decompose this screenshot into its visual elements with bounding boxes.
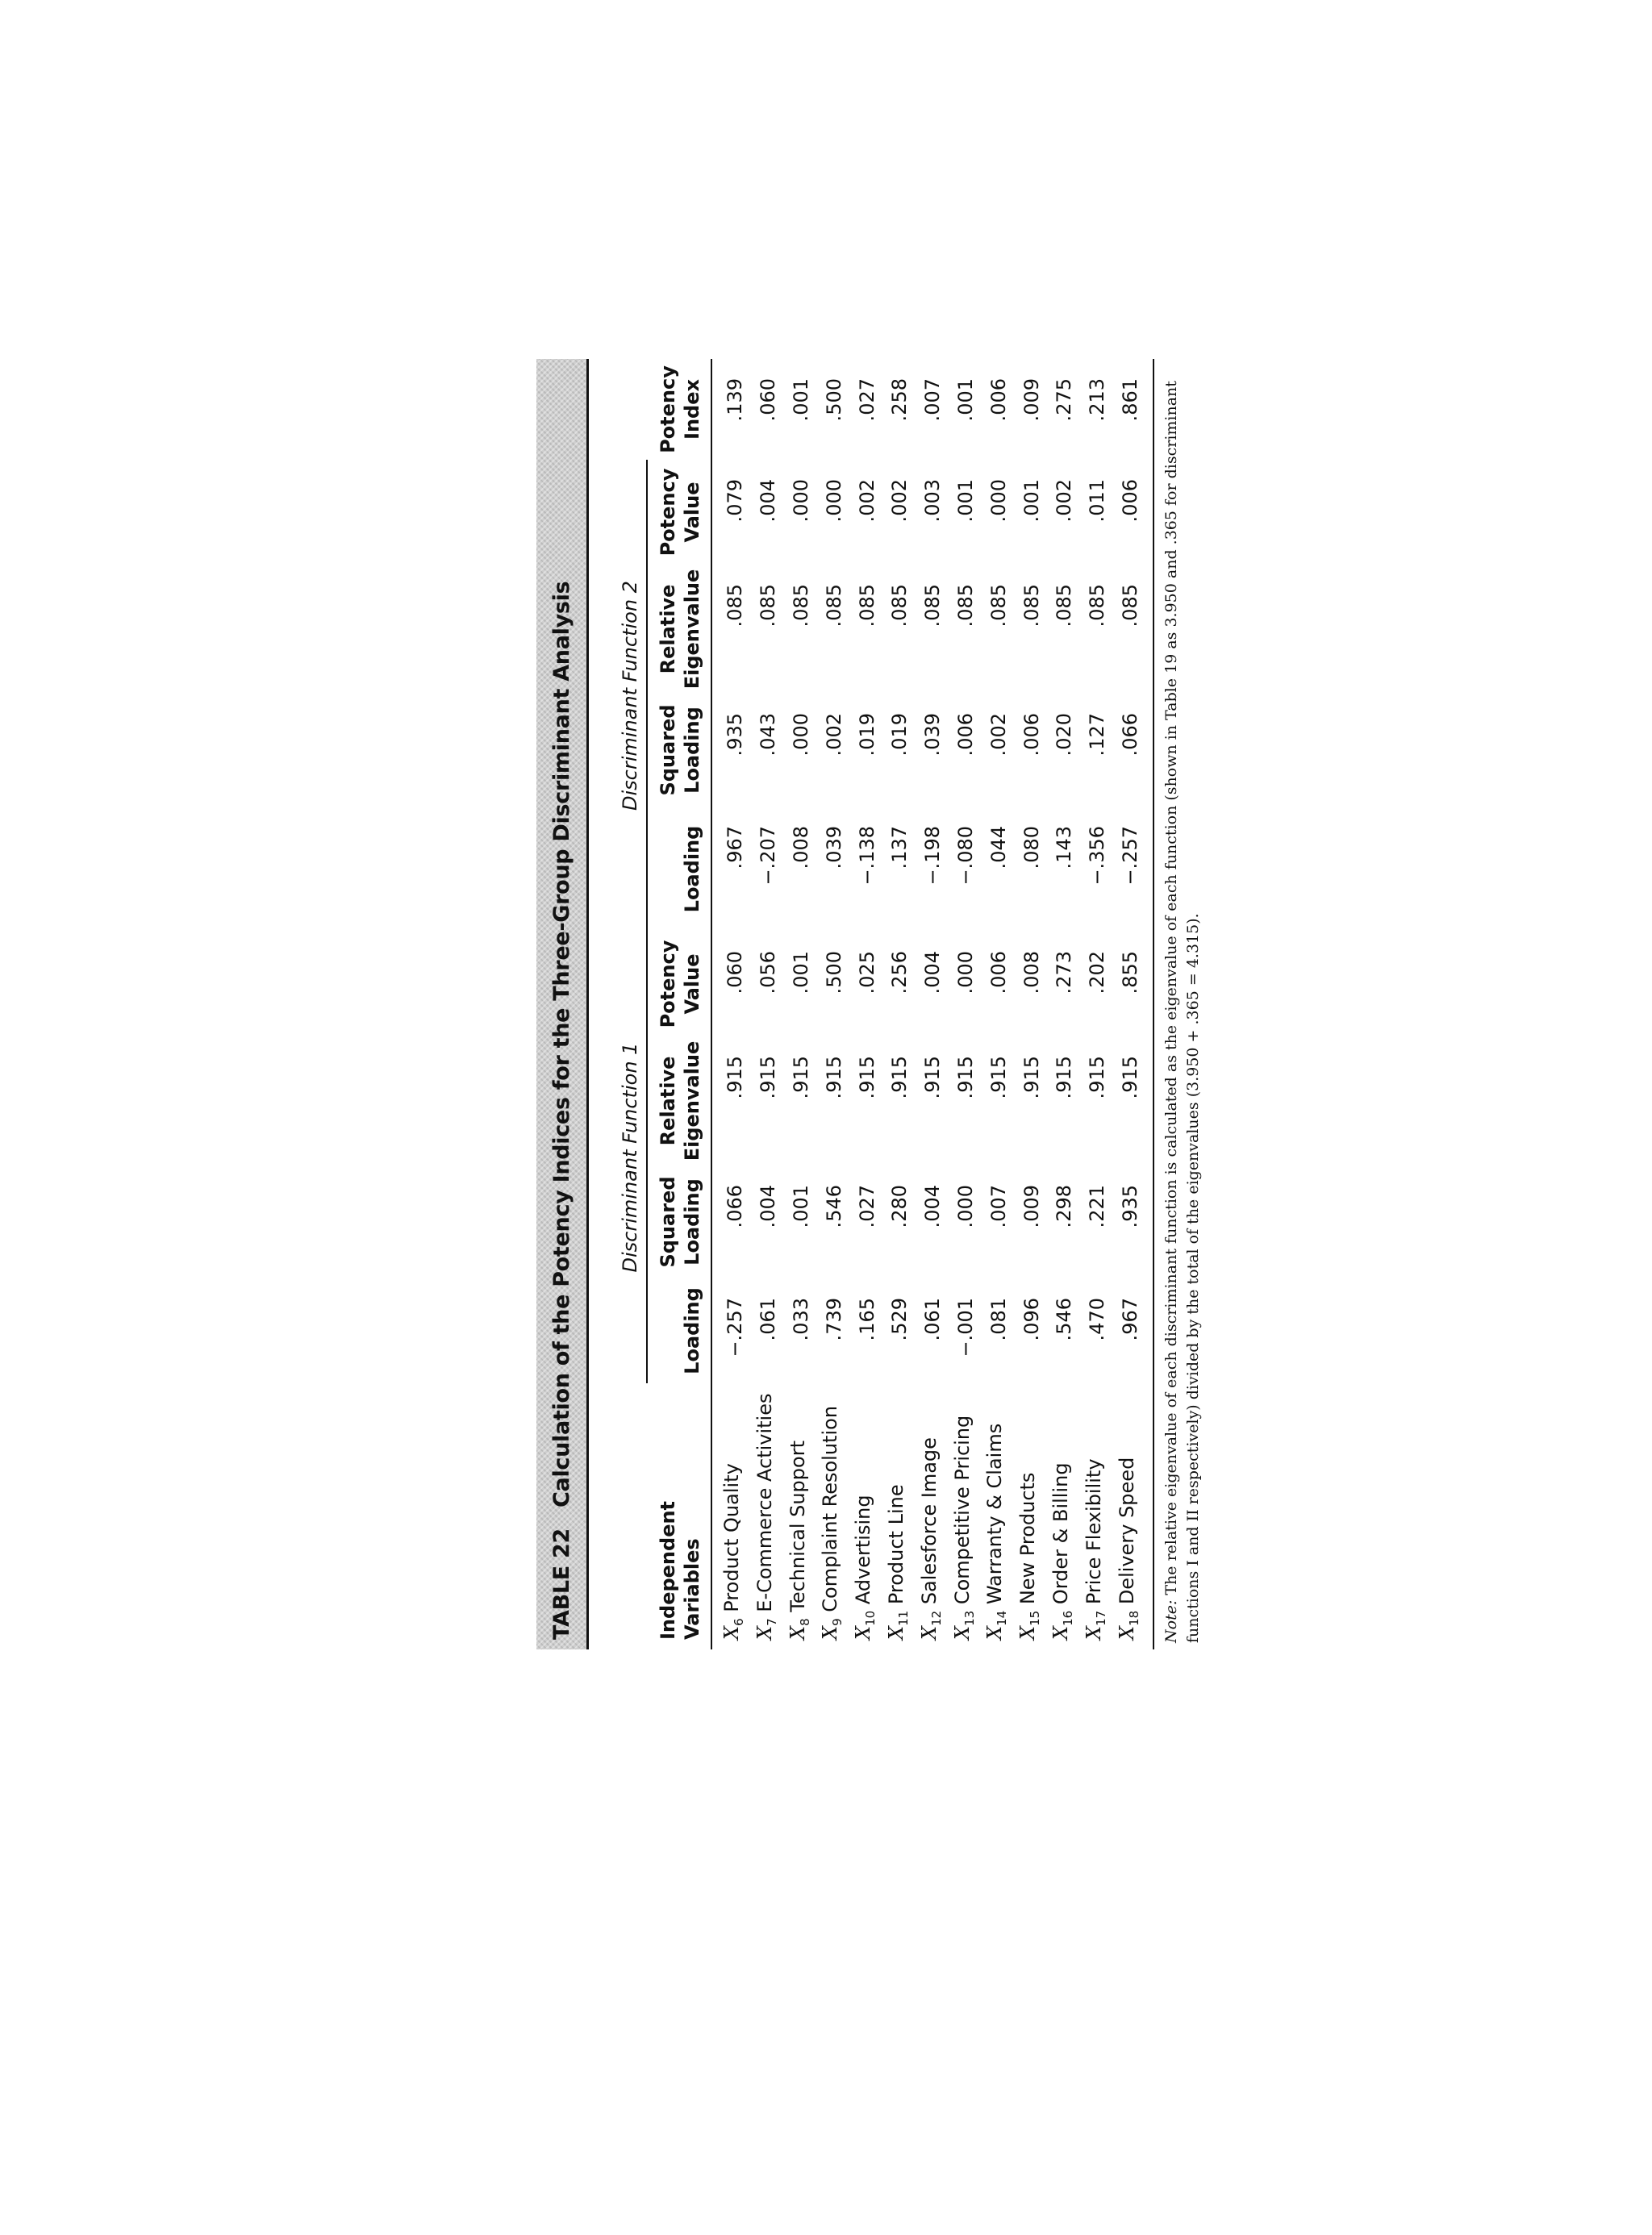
variable-symbol: $X_{15}$ bbox=[1016, 1610, 1042, 1640]
value-cell: .096 bbox=[1020, 1298, 1043, 1341]
table-row bbox=[850, 359, 883, 1649]
value-cell: .915 bbox=[822, 1056, 845, 1099]
note-text: The relative eigenvalue of each discriminant function is calculated as the eigenvalue of each function (shown in Table 19 as 3.950 and .365 for discriminant functions I and II respectively) divided by the total of the eigenvalues (3.950 + .365 = 4.315). bbox=[1162, 381, 1202, 1643]
value-cell: .066 bbox=[724, 1185, 747, 1228]
value-cell: .001 bbox=[789, 378, 812, 422]
table-row bbox=[949, 359, 982, 1649]
value-cell: .935 bbox=[724, 713, 747, 757]
value-cell: .080 bbox=[1020, 826, 1043, 869]
table-body bbox=[712, 359, 1146, 1649]
value-cell: −.257 bbox=[1118, 826, 1141, 886]
value-cell: .002 bbox=[855, 479, 878, 523]
table-row bbox=[785, 359, 818, 1649]
value-cell: .085 bbox=[1020, 584, 1043, 628]
value-cell: .007 bbox=[987, 1185, 1010, 1228]
column-header: Squared Loading bbox=[657, 704, 703, 796]
value-cell: .275 bbox=[1053, 378, 1076, 422]
variable-cell bbox=[785, 1383, 818, 1649]
value-cell: .002 bbox=[1053, 479, 1076, 523]
value-cell: .002 bbox=[888, 479, 912, 523]
variable-symbol: $X_{11}$ bbox=[884, 1610, 911, 1640]
value-cell: .085 bbox=[921, 584, 945, 628]
column-header-row bbox=[647, 359, 711, 1649]
variable-name: E-Commerce Activities bbox=[753, 1393, 776, 1612]
column-header: Relative Eigenvalue bbox=[657, 569, 703, 690]
value-cell: .027 bbox=[855, 1185, 878, 1228]
value-cell: .066 bbox=[1118, 713, 1141, 757]
variable-symbol: $X_7$ bbox=[753, 1618, 779, 1640]
value-cell: .006 bbox=[1020, 713, 1043, 757]
value-cell: .861 bbox=[1118, 378, 1141, 422]
column-header: Potency Value bbox=[657, 940, 703, 1028]
value-cell: .006 bbox=[1118, 479, 1141, 523]
value-cell: .085 bbox=[888, 584, 912, 628]
value-cell: .915 bbox=[757, 1056, 780, 1099]
column-header: Squared Loading bbox=[657, 1176, 703, 1268]
table-number: TABLE 22 bbox=[549, 1528, 574, 1640]
variable-cell bbox=[817, 1383, 850, 1649]
value-cell: .061 bbox=[921, 1298, 945, 1341]
value-cell: .137 bbox=[888, 826, 912, 869]
value-cell: .004 bbox=[757, 1185, 780, 1228]
value-cell: .967 bbox=[724, 826, 747, 869]
value-cell: .213 bbox=[1086, 378, 1109, 422]
value-cell: .085 bbox=[953, 584, 977, 628]
value-cell: −.080 bbox=[953, 826, 977, 886]
variable-symbol: $X_{10}$ bbox=[852, 1610, 878, 1640]
value-cell: .000 bbox=[822, 479, 845, 523]
variable-name: Delivery Speed bbox=[1115, 1457, 1138, 1605]
variable-cell bbox=[1081, 1383, 1114, 1649]
value-cell: .143 bbox=[1053, 826, 1076, 869]
value-cell: −.138 bbox=[855, 826, 878, 886]
value-cell: .004 bbox=[921, 1185, 945, 1228]
value-cell: .002 bbox=[822, 713, 845, 757]
value-cell: −.356 bbox=[1086, 826, 1109, 886]
rotated-table-panel bbox=[536, 359, 1202, 1649]
value-cell: .280 bbox=[888, 1185, 912, 1228]
variable-name: Warranty & Claims bbox=[983, 1423, 1007, 1605]
value-cell: .258 bbox=[888, 378, 912, 422]
value-cell: .915 bbox=[789, 1056, 812, 1099]
variable-name: Product Quality bbox=[720, 1463, 743, 1612]
header-independent-variables: Independent Variables bbox=[657, 1500, 703, 1640]
value-cell: .546 bbox=[1053, 1298, 1076, 1341]
value-cell: −.207 bbox=[757, 826, 780, 886]
value-cell: .000 bbox=[987, 479, 1010, 523]
value-cell: .006 bbox=[987, 951, 1010, 994]
table-row bbox=[883, 359, 916, 1649]
variable-cell bbox=[850, 1383, 883, 1649]
value-cell: .033 bbox=[789, 1298, 812, 1341]
value-cell: .056 bbox=[757, 951, 780, 994]
value-cell: .085 bbox=[757, 584, 780, 628]
variable-symbol: $X_{17}$ bbox=[1082, 1610, 1108, 1640]
variable-cell bbox=[982, 1383, 1015, 1649]
value-cell: .915 bbox=[921, 1056, 945, 1099]
variable-cell bbox=[949, 1383, 982, 1649]
value-cell: .529 bbox=[888, 1298, 912, 1341]
table-row bbox=[1048, 359, 1081, 1649]
value-cell: .011 bbox=[1086, 479, 1109, 523]
value-cell: .085 bbox=[987, 584, 1010, 628]
value-cell: .915 bbox=[1053, 1056, 1076, 1099]
group-header-row bbox=[606, 359, 647, 1649]
column-header: Loading bbox=[681, 1287, 703, 1374]
variable-symbol: $X_{12}$ bbox=[917, 1610, 944, 1640]
table-row bbox=[982, 359, 1015, 1649]
value-cell: .001 bbox=[789, 1185, 812, 1228]
value-cell: .500 bbox=[822, 951, 845, 994]
table-note bbox=[1161, 365, 1204, 1643]
value-cell: .915 bbox=[1086, 1056, 1109, 1099]
value-cell: .000 bbox=[789, 713, 812, 757]
group-header-function-1: Discriminant Function 1 bbox=[606, 932, 647, 1383]
value-cell: .007 bbox=[921, 378, 945, 422]
value-cell: .967 bbox=[1118, 1298, 1141, 1341]
value-cell: .915 bbox=[855, 1056, 878, 1099]
value-cell: .081 bbox=[987, 1298, 1010, 1341]
variable-name: Competitive Pricing bbox=[950, 1415, 974, 1605]
variable-name: Advertising bbox=[852, 1495, 875, 1605]
value-cell: .165 bbox=[855, 1298, 878, 1341]
value-cell: .001 bbox=[789, 951, 812, 994]
variable-symbol: $X_6$ bbox=[720, 1618, 746, 1640]
value-cell: .139 bbox=[724, 378, 747, 422]
value-cell: .039 bbox=[822, 826, 845, 869]
value-cell: .000 bbox=[953, 951, 977, 994]
value-cell: .025 bbox=[855, 951, 878, 994]
table-row bbox=[712, 359, 752, 1649]
variable-name: Price Flexibility bbox=[1082, 1458, 1105, 1605]
value-cell: .008 bbox=[1020, 951, 1043, 994]
value-cell: .002 bbox=[987, 713, 1010, 757]
variable-symbol: $X_9$ bbox=[819, 1618, 845, 1640]
value-cell: .085 bbox=[855, 584, 878, 628]
group-spacer bbox=[606, 1383, 647, 1649]
column-header: Potency Value bbox=[657, 468, 703, 557]
variable-cell bbox=[1015, 1383, 1048, 1649]
value-cell: .298 bbox=[1053, 1185, 1076, 1228]
table-row bbox=[752, 359, 785, 1649]
variable-name: Product Line bbox=[884, 1484, 907, 1605]
table-title: Calculation of the Potency Indices for the Three-Group Discriminant Analysis bbox=[549, 581, 574, 1507]
column-header: Loading bbox=[681, 825, 703, 913]
value-cell: .001 bbox=[953, 479, 977, 523]
table-row bbox=[817, 359, 850, 1649]
note-label: Note: bbox=[1162, 1599, 1180, 1643]
table-row bbox=[916, 359, 949, 1649]
value-cell: .039 bbox=[921, 713, 945, 757]
variable-symbol: $X_{13}$ bbox=[950, 1610, 977, 1640]
value-cell: .000 bbox=[953, 1185, 977, 1228]
value-cell: .546 bbox=[822, 1185, 845, 1228]
value-cell: .915 bbox=[953, 1056, 977, 1099]
value-cell: .085 bbox=[822, 584, 845, 628]
value-cell: .044 bbox=[987, 826, 1010, 869]
group-header-function-2: Discriminant Function 2 bbox=[606, 460, 647, 932]
variable-cell bbox=[752, 1383, 785, 1649]
value-cell: .273 bbox=[1053, 951, 1076, 994]
value-cell: .003 bbox=[921, 479, 945, 523]
value-cell: .001 bbox=[953, 378, 977, 422]
value-cell: .221 bbox=[1086, 1185, 1109, 1228]
title-rule bbox=[586, 359, 589, 1649]
value-cell: .085 bbox=[724, 584, 747, 628]
value-cell: .060 bbox=[724, 951, 747, 994]
potency-table bbox=[606, 359, 1146, 1649]
variable-cell bbox=[1114, 1383, 1147, 1649]
value-cell: .009 bbox=[1020, 1185, 1043, 1228]
table-title-bar bbox=[536, 359, 586, 1649]
value-cell: .915 bbox=[1118, 1056, 1141, 1099]
variable-cell bbox=[1048, 1383, 1081, 1649]
table-row bbox=[1015, 359, 1048, 1649]
value-cell: .085 bbox=[1086, 584, 1109, 628]
bottom-rule bbox=[1153, 359, 1154, 1649]
value-cell: .060 bbox=[757, 378, 780, 422]
value-cell: .061 bbox=[757, 1298, 780, 1341]
value-cell: .079 bbox=[724, 479, 747, 523]
variable-cell bbox=[883, 1383, 916, 1649]
variable-name: Salesforce Image bbox=[917, 1437, 941, 1605]
value-cell: .915 bbox=[987, 1056, 1010, 1099]
value-cell: .004 bbox=[757, 479, 780, 523]
variable-symbol: $X_{18}$ bbox=[1115, 1610, 1141, 1640]
variable-name: Order & Billing bbox=[1049, 1462, 1072, 1605]
value-cell: .020 bbox=[1053, 713, 1076, 757]
variable-name: Complaint Resolution bbox=[819, 1405, 842, 1612]
value-cell: .935 bbox=[1118, 1185, 1141, 1228]
value-cell: .915 bbox=[1020, 1056, 1043, 1099]
value-cell: −.001 bbox=[953, 1298, 977, 1357]
value-cell: .006 bbox=[987, 378, 1010, 422]
value-cell: .470 bbox=[1086, 1298, 1109, 1341]
value-cell: .085 bbox=[1118, 584, 1141, 628]
value-cell: .855 bbox=[1118, 951, 1141, 994]
column-header: Potency Index bbox=[657, 365, 703, 453]
variable-name: New Products bbox=[1016, 1472, 1040, 1605]
value-cell: .008 bbox=[789, 826, 812, 869]
value-cell: .915 bbox=[724, 1056, 747, 1099]
value-cell: .000 bbox=[789, 479, 812, 523]
variable-symbol: $X_{16}$ bbox=[1049, 1610, 1075, 1640]
value-cell: .006 bbox=[953, 713, 977, 757]
value-cell: .027 bbox=[855, 378, 878, 422]
value-cell: −.257 bbox=[724, 1298, 747, 1357]
value-cell: .019 bbox=[855, 713, 878, 757]
value-cell: .004 bbox=[921, 951, 945, 994]
variable-symbol: $X_8$ bbox=[786, 1618, 812, 1640]
table-row bbox=[1114, 359, 1147, 1649]
variable-cell bbox=[712, 1383, 752, 1649]
value-cell: .001 bbox=[1020, 479, 1043, 523]
value-cell: .009 bbox=[1020, 378, 1043, 422]
value-cell: .256 bbox=[888, 951, 912, 994]
value-cell: −.198 bbox=[921, 826, 945, 886]
value-cell: .019 bbox=[888, 713, 912, 757]
value-cell: .202 bbox=[1086, 951, 1109, 994]
value-cell: .739 bbox=[822, 1298, 845, 1341]
table-row bbox=[1081, 359, 1114, 1649]
variable-symbol: $X_{14}$ bbox=[983, 1610, 1010, 1640]
value-cell: .127 bbox=[1086, 713, 1109, 757]
group-spacer bbox=[606, 359, 647, 460]
value-cell: .085 bbox=[1053, 584, 1076, 628]
variable-cell bbox=[916, 1383, 949, 1649]
value-cell: .043 bbox=[757, 713, 780, 757]
value-cell: .500 bbox=[822, 378, 845, 422]
column-header: Relative Eigenvalue bbox=[657, 1040, 703, 1161]
variable-name: Technical Support bbox=[786, 1441, 809, 1612]
value-cell: .915 bbox=[888, 1056, 912, 1099]
value-cell: .085 bbox=[789, 584, 812, 628]
